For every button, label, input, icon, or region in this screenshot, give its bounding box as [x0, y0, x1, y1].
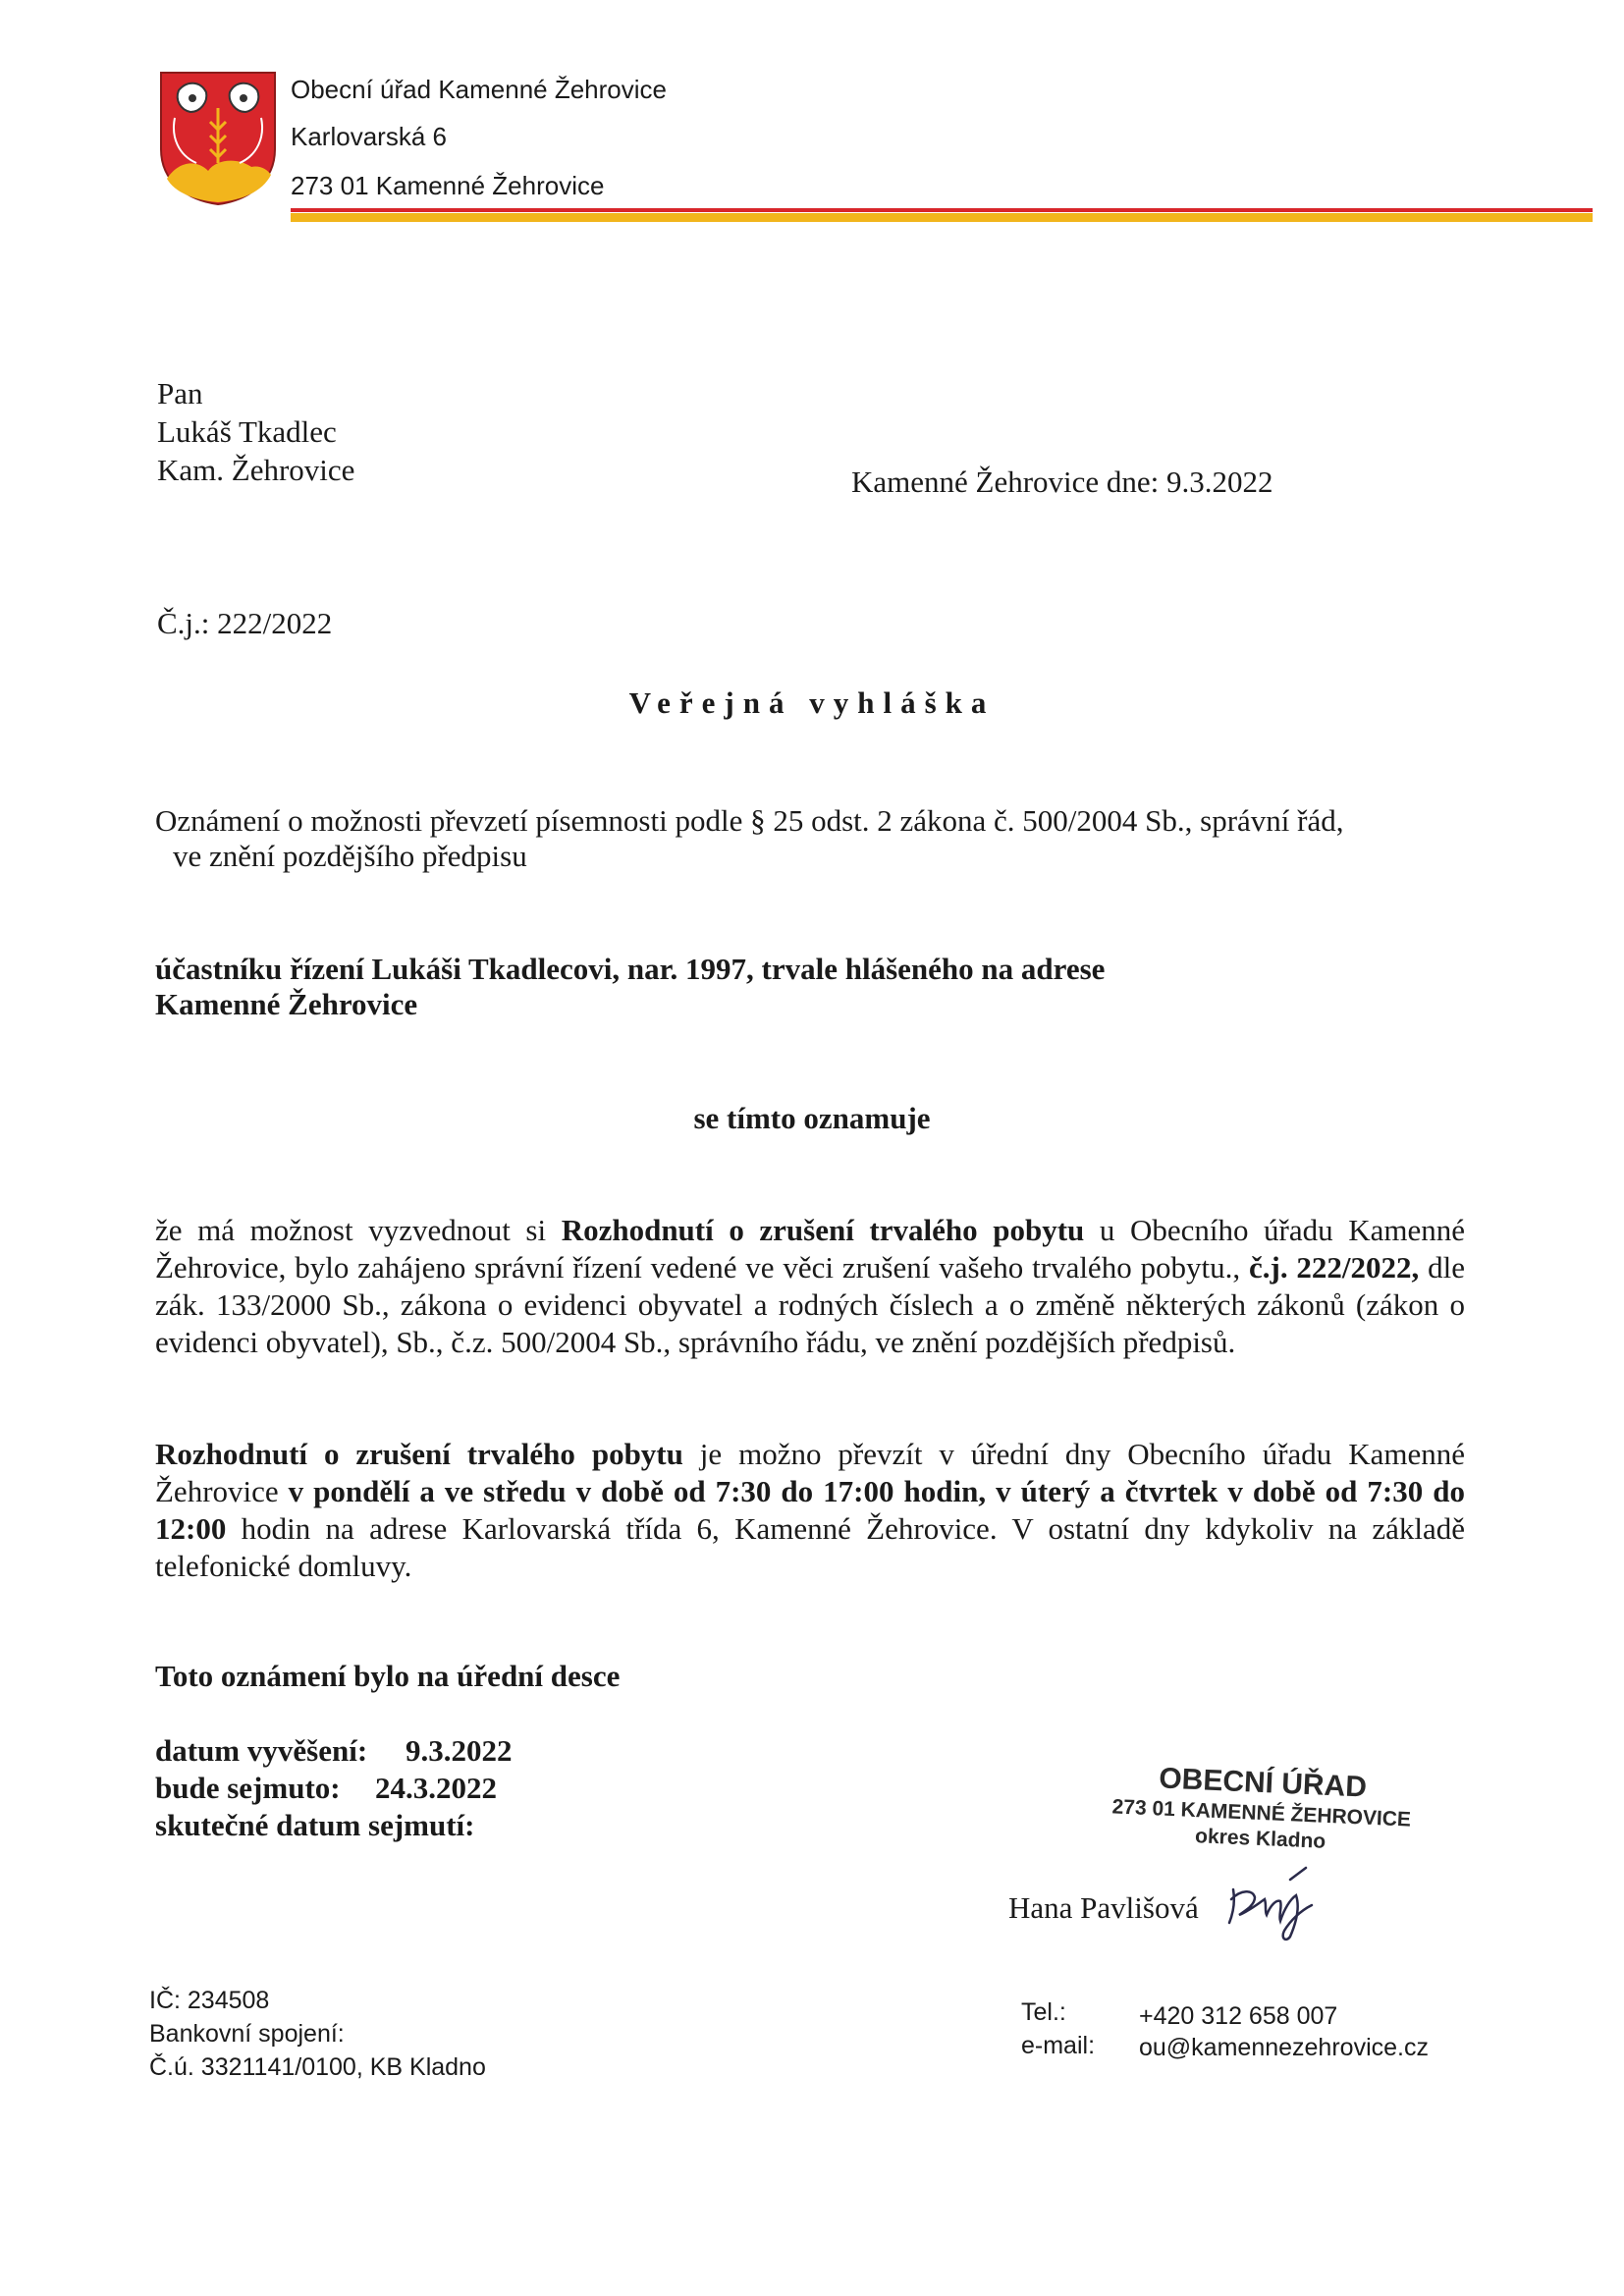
footer-ico: IČ: 234508: [149, 1987, 270, 2014]
header-rule-red: [291, 208, 1593, 212]
reference-number: Č.j.: 222/2022: [157, 606, 333, 640]
footer-tel-label: Tel.:: [1021, 1998, 1066, 2026]
handwritten-signature-icon: [1221, 1860, 1320, 1948]
body1-text-e: dle zák. 133/2000 Sb., zákona o evidenci obyvatel a rodných číslech a o změně některých zákonů (zákon o evidenci obyvatel), Sb., č.z. 500/2004 Sb., správního řádu, ve znění pozdějších předpisů.: [155, 1250, 1465, 1359]
body1-reference: č.j. 222/2022,: [1248, 1250, 1420, 1285]
footer-bank-label: Bankovní spojení:: [149, 2020, 345, 2048]
date-line: Kamenné Žehrovice dne: 9.3.2022: [851, 465, 1273, 499]
body2-office-hours: v pondělí a ve středu v době od 7:30 do 17:00 hodin, v úterý a čtvrtek v době od 7:30 do 12:00: [155, 1474, 1465, 1546]
office-stamp: [1078, 1758, 1444, 1860]
stamp-line-3: okres Kladno: [1194, 1825, 1326, 1853]
body2-text-b: je možno převzít v úřední dny Obecního úřadu Kamenné Žehrovice: [155, 1437, 1465, 1508]
body1-text-a: že má možnost vyzvednout si: [155, 1213, 562, 1247]
office-street: Karlovarská 6: [291, 122, 447, 151]
stamp-line-1: OBECNÍ ÚŘAD: [1158, 1762, 1368, 1804]
footer-email-label: e-mail:: [1021, 2032, 1096, 2059]
announce-line: se tímto oznamuje: [693, 1101, 931, 1135]
intro-line-2: ve znění pozdějšího předpisu: [173, 839, 527, 873]
footer-account: Č.ú. 3321141/0100, KB Kladno: [149, 2053, 486, 2081]
posted-label: datum vyvěšení:: [155, 1733, 368, 1768]
body2-text-d: hodin na adrese Karlovarská třída 6, Kamenné Žehrovice. V ostatní dny kdykoliv na základě telefonické domluvy.: [155, 1511, 1465, 1583]
recipient-name: Lukáš Tkadlec: [157, 414, 337, 449]
intro-line-1: Oznámení o možnosti převzetí písemnosti podle § 25 odst. 2 zákona č. 500/2004 Sb., správní řád,: [155, 803, 1344, 838]
removal-date: 24.3.2022: [375, 1771, 497, 1805]
recipient-salutation: Pan: [157, 376, 203, 410]
posted-date: 9.3.2022: [406, 1733, 513, 1768]
actual-removal-label: skutečné datum sejmutí:: [155, 1808, 475, 1842]
recipient-town: Kam. Žehrovice: [157, 453, 355, 487]
participant-line-1: účastníku řízení Lukáši Tkadlecovi, nar. 1997, trvale hlášeného na adrese: [155, 952, 1106, 986]
office-name: Obecní úřad Kamenné Žehrovice: [291, 75, 667, 104]
footer-email-value: ou@kamennezehrovice.cz: [1139, 2034, 1429, 2061]
board-heading: Toto oznámení bylo na úřední desce: [155, 1659, 621, 1693]
office-city: 273 01 Kamenné Žehrovice: [291, 171, 605, 200]
removal-label: bude sejmuto:: [155, 1771, 341, 1805]
footer-tel-value: +420 312 658 007: [1139, 2002, 1338, 2030]
stamp-line-2: 273 01 KAMENNÉ ŽEHROVICE: [1111, 1795, 1412, 1831]
body-paragraph-2: [155, 1436, 1465, 1585]
coat-of-arms-icon: [157, 69, 279, 206]
document-title: Veřejná vyhláška: [628, 685, 996, 720]
body2-decision-name: Rozhodnutí o zrušení trvalého pobytu: [155, 1437, 683, 1471]
participant-line-2: Kamenné Žehrovice: [155, 987, 418, 1021]
body1-text-c: u Obecního úřadu Kamenné Žehrovice, bylo zahájeno správní řízení vedené ve věci zrušení vašeho trvalého pobytu.,: [155, 1213, 1465, 1285]
body1-decision-name: Rozhodnutí o zrušení trvalého pobytu: [561, 1213, 1085, 1247]
header-rule-yellow: [291, 213, 1593, 222]
body-paragraph-1: [155, 1212, 1465, 1361]
signatory-name: Hana Pavlišová: [1008, 1890, 1199, 1925]
